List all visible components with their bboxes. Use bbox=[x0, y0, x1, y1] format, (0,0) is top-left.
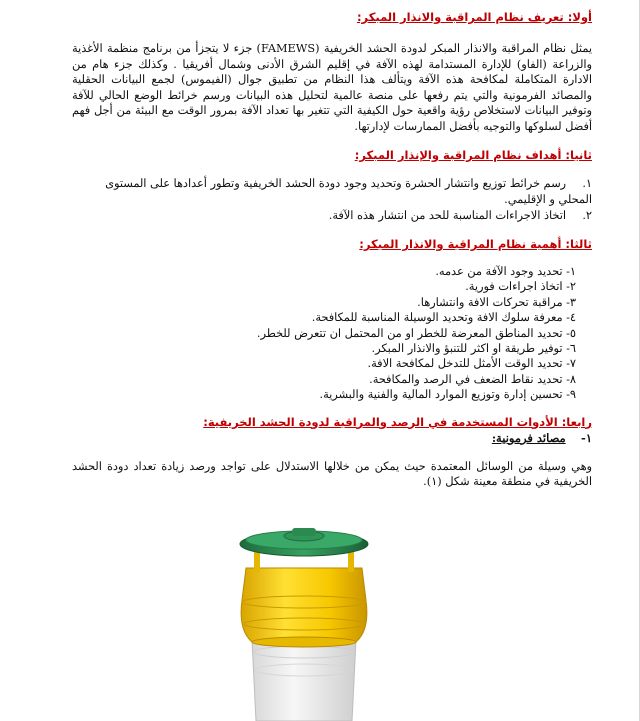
document-body bbox=[72, 10, 592, 490]
pheromone-trap-icon bbox=[224, 520, 384, 721]
list-item: ٥- تحديد المناطق المعرضة للخطر او من المحتمل ان تتعرض للخطر. bbox=[256, 326, 576, 340]
list-item-number: ١. bbox=[582, 177, 592, 190]
section1-paragraph: يمثل نظام المراقبة والانذار المبكر لدودة الحشد الخريفية (FAMEWS) جزء لا يتجزأ من برنامج منظمة الأغذية والزراعة (الفاو) للإدارة المستدامة لهذه الآفة في إقليم الشرق الأدنى وشمال أفريقيا . وكذلك جزء هام من الادارة المتكاملة لمكافحة هذه الآفة ويتألف هذا النظام من تطبيق جوال (الفيموس) لجمع البيانات الحقلية والمصائد الفرمونية والتي يتم رفعها على منصة عالمية لتحليل هذه البيانات ورسم خرائط الوضع الحالي للآفة وتوفير البيانات لاستخلاص رؤية واقعية حول الكيفية التي تتغير بها تعداد الآفة بمرور الوقت مع البيئة من أجل فهم أفضل لسلوكها والتوجيه بأفضل الممارسات لإدارتها. bbox=[72, 42, 593, 133]
list-item-text: رسم خرائط توزيع وانتشار الحشرة وتحديد وجود دودة الحشد الخريفية وتطور أعدادها على المستوى المحلي و الإقليمي. bbox=[105, 177, 592, 206]
section2-heading: ثانيا: أهداف نظام المراقبة والإنذار المبكر: bbox=[354, 148, 592, 162]
list-item-number: ٢. bbox=[582, 209, 592, 222]
objectives-list bbox=[72, 176, 592, 224]
list-item bbox=[72, 176, 592, 208]
section1-heading: أولا: تعريف نظام المراقبة والانذار المبكر: bbox=[356, 10, 592, 24]
list-item: ١- تحديد وجود الآفة من عدمه. bbox=[435, 265, 576, 278]
section3-heading: ثالثا: أهمية نظام المراقبة والانذار المبكر: bbox=[359, 237, 592, 251]
list-item: ٣- مراقبة تحركات الافة وانتشارها. bbox=[417, 295, 576, 309]
list-item: ٧- تحديد الوقت الأمثل للتدخل لمكافحة الافة. bbox=[367, 357, 576, 371]
list-item: ٢- اتخاذ اجراءات فورية. bbox=[465, 280, 576, 294]
section4-heading: رابعا: الأدوات المستخدمة في الرصد والمراقبة لدودة الحشد الخريفية: bbox=[203, 414, 592, 429]
subsection-title: مصائد فرمونية: bbox=[491, 430, 566, 445]
list-item-text: اتخاذ الاجراءات المناسبة للحد من انتشار هذه الآفة. bbox=[328, 209, 566, 222]
list-item: ٨- تحديد نقاط الضعف في الرصد والمكافحة. bbox=[369, 372, 576, 386]
subsection-title-row bbox=[72, 431, 592, 445]
list-item: ٩- تحسين إدارة وتوزيع الموارد المالية والفنية والبشرية. bbox=[319, 388, 576, 402]
importance-list bbox=[72, 264, 592, 403]
subsection-number: ١- bbox=[581, 430, 592, 445]
section4-paragraph: وهي وسيلة من الوسائل المعتمدة حيث يمكن من خلالها الاستدلال على تواجد ورصد زيادة تعداد دودة الحشد الخريفية في منطقة معينة شكل (١). bbox=[72, 459, 592, 489]
list-item: ٤- معرفة سلوك الافة وتحديد الوسيلة المناسبة للمكافحة. bbox=[311, 311, 576, 325]
pheromone-trap-image bbox=[224, 520, 384, 721]
list-item bbox=[72, 208, 592, 224]
list-item: ٦- توفير طريقة او اكثر للتنبؤ والانذار المبكر. bbox=[371, 342, 576, 356]
